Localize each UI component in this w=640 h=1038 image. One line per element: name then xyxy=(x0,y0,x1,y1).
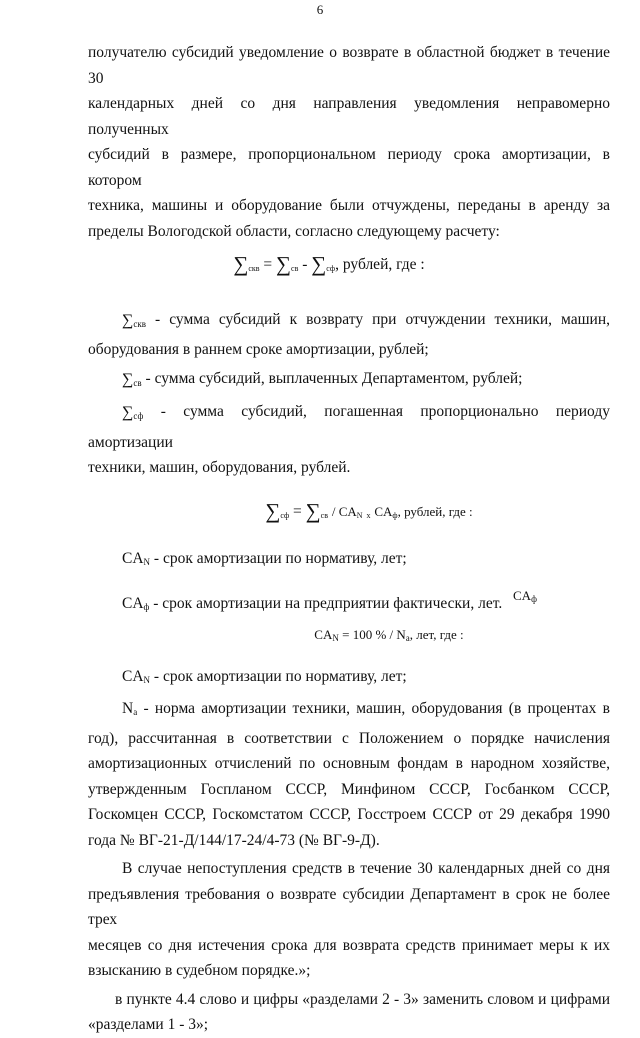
text-line: предъявления требования о возврате субсидии Департамент в срок не более трех xyxy=(88,885,610,928)
formula-tail: , рублей, где : xyxy=(335,256,425,273)
formula-subscript: N xyxy=(332,633,339,643)
text-line: месяцев со дня истечения срока для возврата средств принимает меры к их xyxy=(88,936,610,954)
text-line: оборудования в раннем сроке амортизации, рублей; xyxy=(88,341,429,358)
text-line: получателю субсидий уведомление о возврате в областной бюджет в течение 30 xyxy=(88,44,610,87)
formula-repaid-sum xyxy=(88,499,610,529)
definition-text: - сумма субсидий, выплаченных Департаментом, рублей; xyxy=(145,369,523,387)
definition-text: - срок амортизации по нормативу, лет; xyxy=(153,667,407,685)
definition-sv xyxy=(88,366,610,397)
definition-subscript: N xyxy=(143,557,151,567)
definition-subscript: скв xyxy=(133,318,147,329)
formula-subscript: N xyxy=(356,510,363,520)
text-line: техники, машин, оборудования, рублей. xyxy=(88,459,351,476)
formula-tail: , рублей, где : xyxy=(397,503,473,519)
definition-text: - срок амортизации на предприятии фактически, лет. xyxy=(153,594,503,612)
definition-subscript: св xyxy=(133,377,142,388)
definition-ca-n xyxy=(88,546,610,576)
formula-ca-n xyxy=(88,622,610,652)
definition-symbol: N xyxy=(122,700,134,717)
sigma-symbol: ∑ xyxy=(265,498,281,523)
definition-subscript: N xyxy=(143,674,151,685)
formula-operator: = xyxy=(293,502,302,520)
sigma-symbol: ∑ xyxy=(122,404,134,421)
text-line: пределы Вологодской области, согласно следующему расчету: xyxy=(88,222,500,240)
formula-subscript: сф xyxy=(280,510,290,520)
definition-text: - норма амортизации техники, машин, оборудования (в процентах в xyxy=(143,700,610,717)
definition-text: - срок амортизации по нормативу, лет; xyxy=(153,550,407,567)
definition-sf xyxy=(88,399,610,481)
definition-text: - сумма субсидий, погашенная пропорционально периоду амортизации xyxy=(88,403,610,451)
sigma-symbol: ∑ xyxy=(122,311,134,329)
definition-symbol: CA xyxy=(122,594,144,612)
floating-symbol: CAф xyxy=(513,587,537,604)
formula-operator: - xyxy=(302,256,308,273)
formula-term: CA xyxy=(314,627,333,642)
text-line: субсидий в размере, пропорциональном периоду срока амортизации, в котором xyxy=(88,146,610,189)
formula-subscript: а xyxy=(405,633,410,643)
text-line xyxy=(88,664,610,694)
formula-subsidy-return xyxy=(88,252,610,282)
formula-subscript: сф xyxy=(326,264,336,273)
text-line: амортизационных отчислений по основным фондам в народном хозяйстве, xyxy=(88,755,610,772)
paragraph-calculation-intro xyxy=(88,40,610,244)
definition-text: - сумма субсидий к возврату при отчуждении техники, машин, xyxy=(155,310,610,328)
formula-operator: = xyxy=(263,256,273,273)
paragraph-amendment xyxy=(88,987,610,1038)
text-line: утвержденным Госпланом СССР, Минфином СССР, Госбанком СССР, xyxy=(88,780,610,798)
definition-skv xyxy=(88,307,610,363)
definition-symbol: CA xyxy=(122,667,144,685)
formula-subscript: св xyxy=(291,264,299,273)
text-line xyxy=(88,399,610,455)
definition-ca-n-repeat xyxy=(88,664,610,694)
text-line: Госкомцен СССР, Госкомстатом СССР, Госстроем СССР от 29 декабря 1990 xyxy=(88,806,610,823)
text-line xyxy=(88,366,610,397)
formula-subscript: ф xyxy=(392,510,398,520)
definition-symbol: CA xyxy=(122,550,144,567)
sigma-symbol: ∑ xyxy=(311,252,327,276)
formula-term: / CA xyxy=(331,503,357,519)
formula-term: = 100 % / N xyxy=(342,627,406,642)
sigma-symbol: ∑ xyxy=(122,370,134,388)
text-line: техника, машины и оборудование были отчуждены, переданы в аренду за xyxy=(88,197,610,214)
text-line xyxy=(88,696,610,726)
formula-subscript: св xyxy=(320,510,328,520)
text-line: год), рассчитанная в соответствии с Положением о порядке начисления xyxy=(88,729,610,747)
text-line: года № ВГ-21-Д/144/17-24/4-73 (№ ВГ-9-Д). xyxy=(88,831,380,849)
page-number: 6 xyxy=(316,2,324,17)
definition-ca-f xyxy=(88,587,610,621)
definition-subscript: ф xyxy=(143,601,150,612)
text-line: календарных дней со дня направления уведомления неправомерно полученных xyxy=(88,95,610,138)
text-line: взысканию в судебном порядке.»; xyxy=(88,962,311,979)
document-body xyxy=(88,40,610,1038)
definition-subscript: сф xyxy=(133,411,144,421)
formula-operator: x xyxy=(366,510,371,520)
paragraph-recovery xyxy=(88,856,610,984)
text-line: «разделами 1 - 3»; xyxy=(88,1016,209,1033)
text-line xyxy=(88,307,610,338)
definition-n-a xyxy=(88,696,610,853)
formula-subscript: скв xyxy=(248,264,260,273)
text-line: В случае непоступления средств в течение 30 календарных дней со дня xyxy=(122,860,610,877)
text-line xyxy=(88,546,610,576)
sigma-symbol: ∑ xyxy=(276,252,292,276)
formula-term: CA xyxy=(374,503,393,519)
text-line: в пункте 4.4 слово и цифры «разделами 2 - 3» заменить словом и цифрами xyxy=(115,990,610,1008)
sigma-symbol: ∑ xyxy=(305,498,321,523)
definition-subscript: а xyxy=(133,707,138,717)
sigma-symbol: ∑ xyxy=(233,252,249,276)
formula-tail: , лет, где : xyxy=(409,627,464,642)
